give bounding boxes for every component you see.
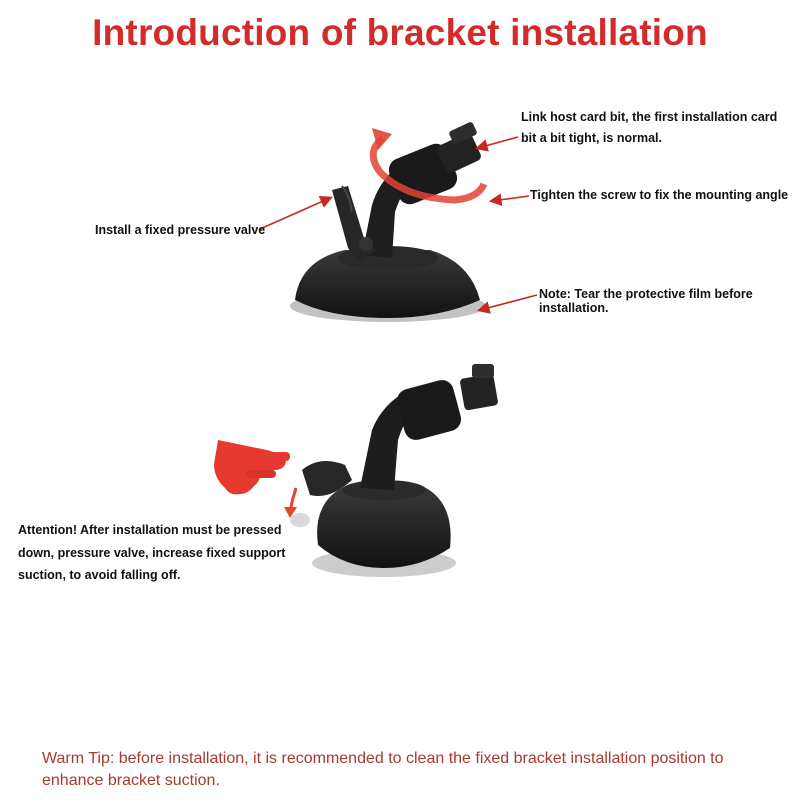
- press-arrow-icon: [284, 488, 297, 518]
- page-title: Introduction of bracket installation: [92, 12, 708, 53]
- label-attention: Attention! After installation must be pressed down, pressure valve, increase fixed support suction, to avoid falling off.: [18, 523, 286, 582]
- label-link-card: Link host card bit, the first installation card bit a bit tight, is normal.: [521, 110, 778, 145]
- label-film-note: Note: Tear the protective film before installation.: [539, 287, 753, 315]
- label-tighten-screw: Tighten the screw to fix the mounting angle: [530, 188, 789, 202]
- pointing-hand-icon: [214, 440, 290, 494]
- suction-mount-bottom: [290, 364, 499, 577]
- warm-tip: Warm Tip: before installation, it is recommended to clean the fixed bracket installation position to enhance bracket suction.: [42, 750, 724, 789]
- suction-mount-top: [290, 121, 486, 322]
- label-pressure-valve: Install a fixed pressure valve: [95, 223, 266, 237]
